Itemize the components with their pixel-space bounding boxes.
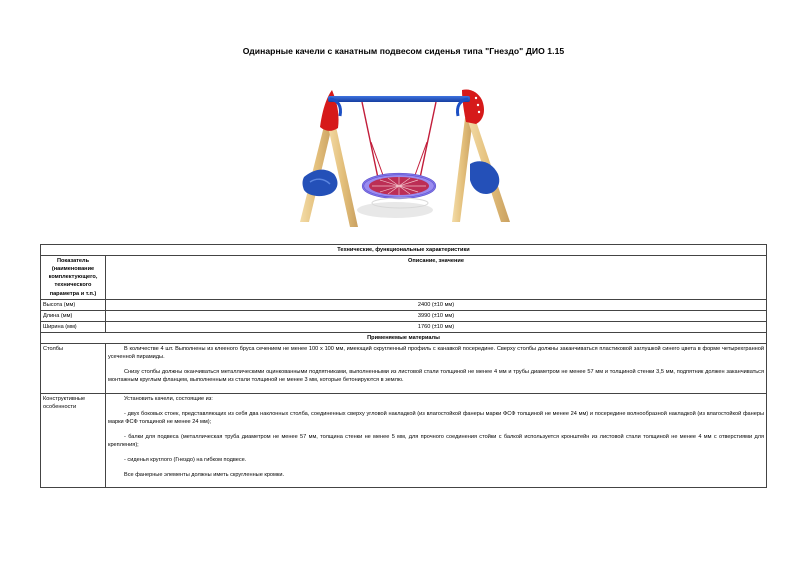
posts-paragraph-2: Снизу столбы должны оканчиваться металлическими оцинкованными подпятниками, выполненными из листовой стали толщиной не менее 4 мм и трубы диаметром не менее 57 мм и толщиной стенки 3,5 мм, подпятник должен заканчиваться монтажным круглым фланцем, выполненным из стали толщиной не менее 3 мм, которые бетонируются в землю.	[108, 369, 764, 384]
document-title: Одинарные качели с канатным подвесом сиденья типа "Гнездо" ДИО 1.15	[242, 46, 565, 56]
swing-nest-illustration	[280, 82, 510, 237]
param-name: Высота (мм)	[41, 299, 106, 310]
swing-beam	[328, 96, 470, 102]
material-name: Конструктивные особенности	[41, 393, 106, 488]
param-value: 1760 (±10 мм)	[106, 321, 767, 332]
construct-paragraph-4: - сиденья круглого (Гнездо) на гибком подвесе.	[124, 457, 247, 464]
rope-left	[362, 102, 378, 178]
table-row	[41, 299, 767, 310]
param-value: 2400 (±10 мм)	[106, 299, 767, 310]
section-title-characteristics: Технические, функциональные характеристики	[41, 245, 767, 256]
construct-paragraph-3: - балки для подвеса (металлическая труба диаметром не менее 57 мм, толщина стенки не менее 5 мм, для прочного соединения стойки с балкой используется кронштейн из листовой стали толщиной не менее 4 мм с отверстиями для крепления);	[108, 433, 764, 448]
section-header-row	[41, 332, 767, 343]
column-header-param: Показатель (наименование комплектующего, технического параметра и т.п.)	[41, 256, 106, 300]
left-blue-wave	[303, 170, 338, 196]
construct-paragraph-5: Все фанерные элементы должны иметь скругленные кромки.	[124, 472, 285, 479]
table-row	[41, 393, 767, 488]
table-row	[41, 344, 767, 393]
column-header-row	[41, 256, 767, 300]
construct-paragraph-1: Установить качели, состоящие из:	[124, 395, 213, 402]
material-name: Столбы	[41, 344, 106, 393]
column-header-value: Описание, значение	[106, 256, 767, 300]
param-name: Ширина (мм)	[41, 321, 106, 332]
material-description	[106, 344, 767, 393]
right-post-front	[452, 118, 473, 222]
spec-table	[40, 244, 767, 488]
rope-right	[420, 102, 436, 178]
param-value: 3990 (±10 мм)	[106, 310, 767, 321]
posts-paragraph-1: В количестве 4 шт. Выполнены из клееного бруса сечением не менее 100 х 100 мм, имеющий скругленный профиль с канавкой посередине. Сверху столбы должны заканчиваться пластиковой заглушкой синего цвета в форме четырехгранной усеченной пирамиды.	[108, 346, 764, 361]
right-blue-wave	[470, 161, 499, 194]
section-title-materials: Применяемые материалы	[41, 332, 767, 343]
param-name: Длина (мм)	[41, 310, 106, 321]
table-row	[41, 310, 767, 321]
material-description	[106, 393, 767, 488]
construct-paragraph-2: - двух боковых стоек, представляющих из себя два наклонных столба, соединенных сверху угловой накладкой (из влагостойкой фанеры марки ФСФ толщиной не менее 24 мм) и посередине волнообразной накладкой (из влагостойкой фанеры марки ФСФ толщиной не менее 24 мм);	[108, 410, 764, 425]
section-header-row	[41, 245, 767, 256]
table-row	[41, 321, 767, 332]
